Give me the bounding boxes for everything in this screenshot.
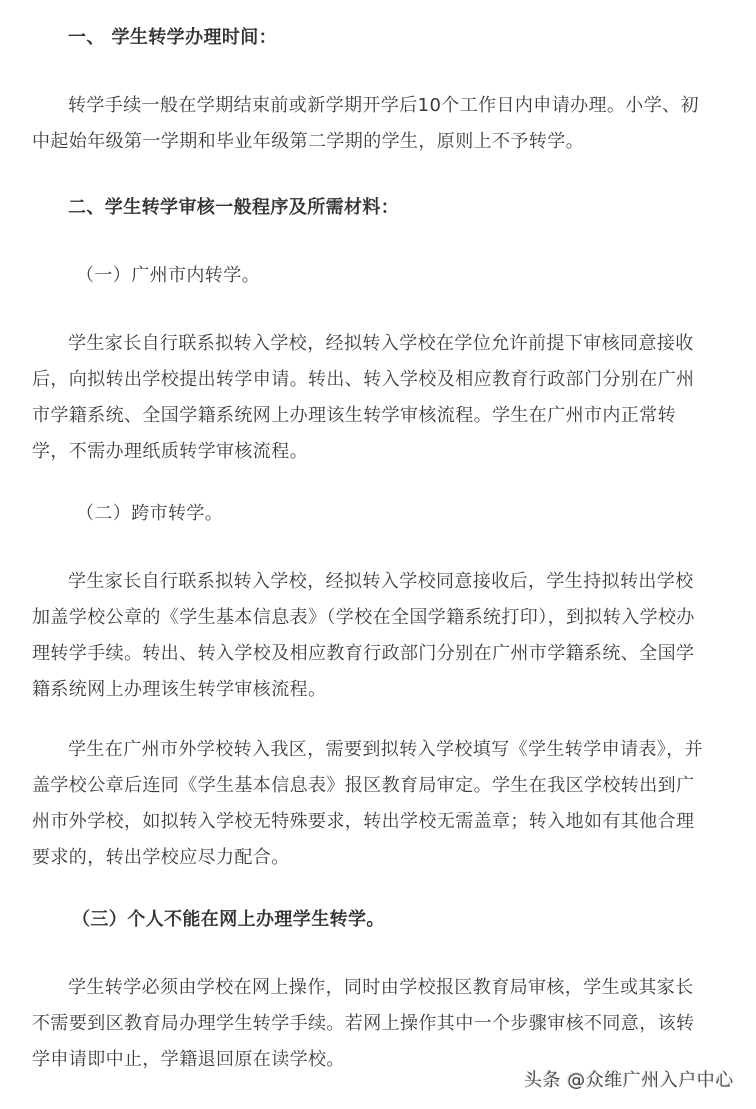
paragraph-intra-city: 学生家长自行联系拟转入学校，经拟转入学校在学位允许前提下审核同意接收后，向拟转出学校提出转学申请。转出、转入学校及相应教育行政部门分别在广州市学籍系统、全国学籍系统网上办理该生转学审核流程。学生在广州市内正常转学，不需办理纸质转学审核流程。 [32,333,695,462]
subheading-cross-city: （二）跨市转学。 [76,503,224,524]
section-heading-transfer-time: 一、 学生转学办理时间： [68,27,278,48]
paragraph-cross-city-1: 学生家长自行联系拟转入学校，经拟转入学校同意接收后，学生持拟转出学校加盖学校公章的《学生基本信息表》（学校在全国学籍系统打印），到拟转入学校办理转学手续。转出、转入学校及相应教育行政部门分别在广州市学籍系统、全国学籍系统网上办理该生转学审核流程。 [32,571,695,700]
paragraph-online-restriction: 学生转学必须由学校在网上操作，同时由学校报区教育局审核，学生或其家长不需要到区教育局办理学生转学手续。若网上操作其中一个步骤审核不同意，该转学申请即中止，学籍退回原在读学校。 [32,977,695,1070]
watermark: 头条 @众维广州入户中心 [524,1070,734,1091]
subheading-online-restriction: （三）个人不能在网上办理学生转学。 [72,909,385,930]
paragraph-cross-city-2: 学生在广州市外学校转入我区，需要到拟转入学校填写《学生转学申请表》，并盖学校公章后连同《学生基本信息表》报区教育局审定。学生在我区学校转出到广州市外学校，如拟转入学校无特殊要求，转出学校无需盖章；转入地如有其他合理要求的，转出学校应尽力配合。 [32,739,703,868]
subheading-intra-city: （一）广州市内转学。 [76,265,260,286]
paragraph-transfer-time: 转学手续一般在学期结束前或新学期开学后10个工作日内申请办理。小学、初中起始年级第一学期和毕业年级第二学期的学生，原则上不予转学。 [32,95,699,152]
section-heading-procedure: 二、学生转学审核一般程序及所需材料： [68,197,400,218]
